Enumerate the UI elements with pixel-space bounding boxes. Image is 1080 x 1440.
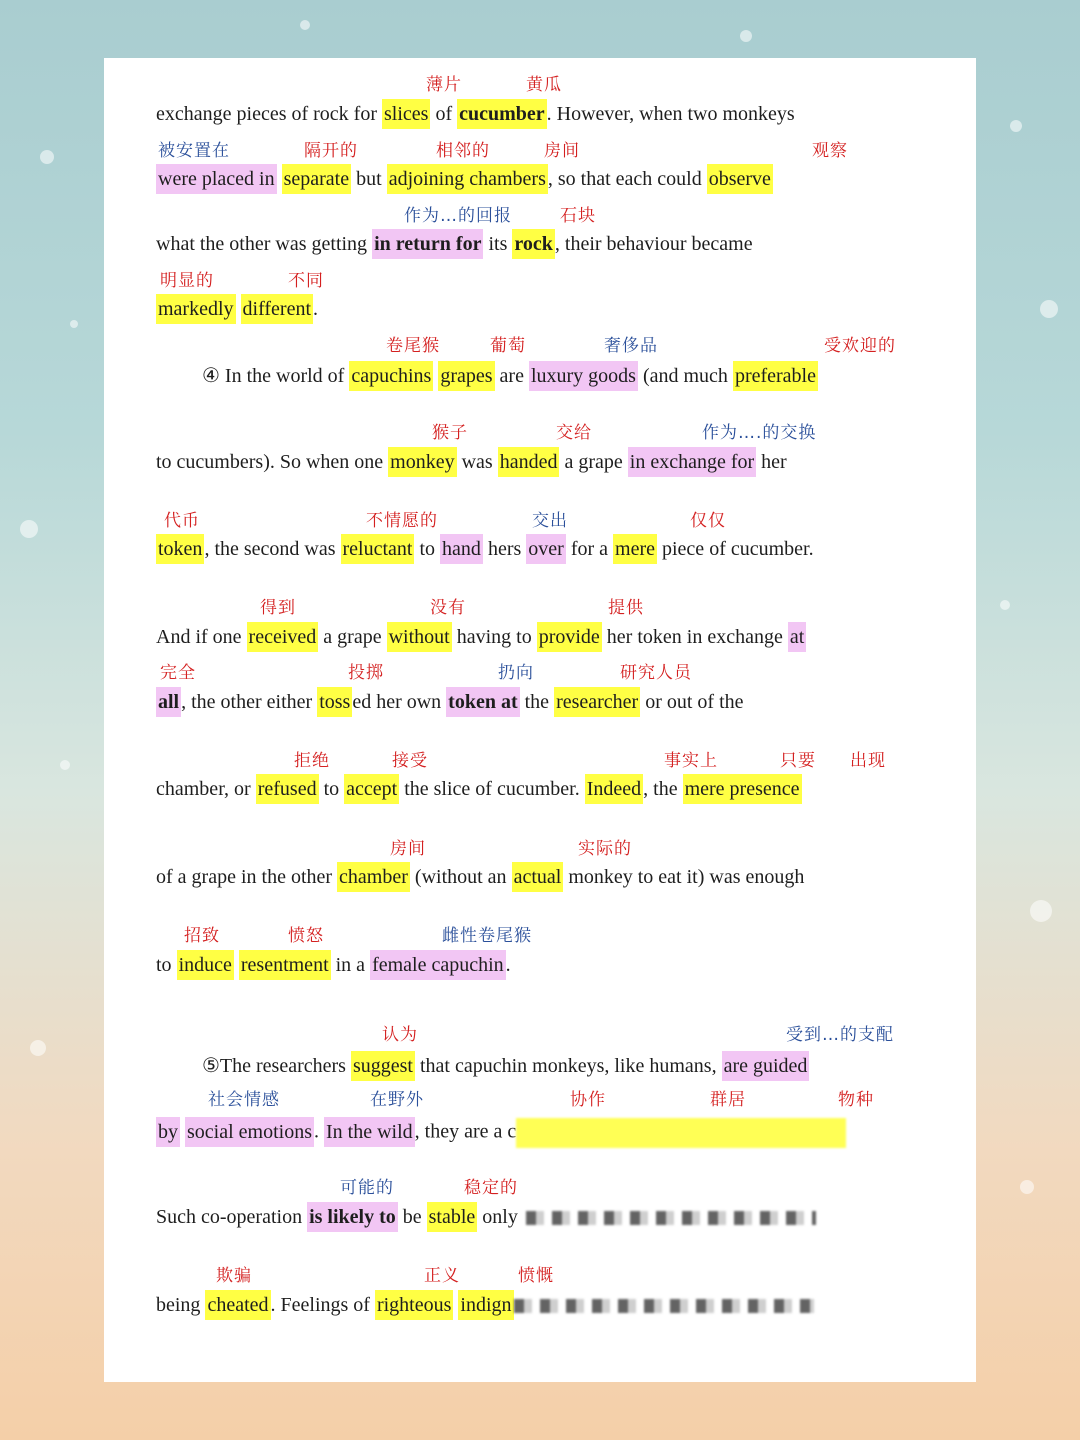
highlight-yellow: indign bbox=[458, 1290, 513, 1320]
text-line: ④ In the world of capuchins grapes are luxury goods (and much preferable bbox=[202, 363, 818, 388]
highlight-pink: hand bbox=[440, 534, 483, 564]
annotation: 薄片 bbox=[426, 75, 462, 95]
annotation: 可能的 bbox=[340, 1178, 394, 1198]
highlight-yellow: markedly bbox=[156, 294, 236, 324]
highlight-yellow: token bbox=[156, 534, 204, 564]
annotation: 提供 bbox=[608, 598, 644, 618]
annotation: 认为 bbox=[382, 1025, 418, 1045]
text-line: ⑤The researchers suggest that capuchin monkeys, like humans, are guided bbox=[202, 1053, 809, 1078]
redacted-text bbox=[516, 1118, 846, 1148]
annotation: 得到 bbox=[260, 598, 296, 618]
highlight-yellow: different bbox=[241, 294, 314, 324]
highlight-pink: female capuchin bbox=[370, 950, 506, 980]
highlight-yellow: capuchins bbox=[349, 361, 433, 391]
annotation: 房间 bbox=[390, 839, 426, 859]
annotation: 群居 bbox=[710, 1090, 746, 1110]
annotation: 实际的 bbox=[578, 839, 632, 859]
highlight-yellow: chamber bbox=[337, 862, 410, 892]
annotation: 作为….的交换 bbox=[702, 423, 817, 443]
annotation: 房间 bbox=[544, 141, 580, 161]
annotation: 不同 bbox=[288, 271, 324, 291]
highlight-pink: in return for bbox=[372, 229, 483, 259]
text-line: all , the other either toss ed her own token at the researcher or out of the bbox=[156, 691, 744, 714]
highlight-yellow: righteous bbox=[375, 1290, 453, 1320]
highlight-yellow: cheated bbox=[205, 1290, 270, 1320]
highlight-pink: social emotions bbox=[185, 1117, 314, 1147]
annotation: 石块 bbox=[560, 206, 596, 226]
annotation: 愤怒 bbox=[288, 926, 324, 946]
annotation: 相邻的 bbox=[436, 141, 490, 161]
highlight-yellow: monkey bbox=[388, 447, 456, 477]
annotation: 猴子 bbox=[432, 423, 468, 443]
text-line: being cheated . Feelings of righteous indign bbox=[156, 1294, 814, 1317]
highlight-yellow: grapes bbox=[438, 361, 494, 391]
text-line: of a grape in the other chamber (without an actual monkey to eat it) was enough bbox=[156, 866, 804, 889]
annotation: 出现 bbox=[850, 751, 886, 771]
highlight-yellow: reluctant bbox=[341, 534, 415, 564]
text-line: to cucumbers). So when one monkey was handed a grape in exchange for her bbox=[156, 451, 787, 474]
annotation: 雌性卷尾猴 bbox=[442, 926, 532, 946]
annotation: 仅仅 bbox=[690, 511, 726, 531]
annotation: 交给 bbox=[556, 423, 592, 443]
highlight-pink: is likely to bbox=[307, 1202, 398, 1232]
annotation: 只要 bbox=[780, 751, 816, 771]
annotation: 扔向 bbox=[498, 663, 534, 683]
annotation: 受到…的支配 bbox=[786, 1025, 894, 1045]
text-line: And if one received a grape without having to provide her token in exchange at bbox=[156, 626, 806, 649]
highlight-pink: all bbox=[156, 687, 181, 717]
highlight-yellow: researcher bbox=[554, 687, 640, 717]
highlight-yellow: refused bbox=[256, 774, 319, 804]
annotation: 奢侈品 bbox=[604, 336, 658, 356]
annotation: 拒绝 bbox=[294, 751, 330, 771]
highlight-yellow: toss bbox=[317, 687, 352, 717]
text-line: exchange pieces of rock for slices of cucumber . However, when two monkeys bbox=[156, 103, 795, 126]
highlight-yellow: separate bbox=[282, 164, 352, 194]
text-line: were placed in separate but adjoining chambers , so that each could observe bbox=[156, 168, 773, 191]
annotation: 事实上 bbox=[664, 751, 718, 771]
highlight-yellow: resentment bbox=[239, 950, 331, 980]
document-page bbox=[104, 58, 976, 1382]
text-line: token , the second was reluctant to hand hers over for a mere piece of cucumber. bbox=[156, 538, 814, 561]
highlight-yellow: provide bbox=[537, 622, 602, 652]
annotation: 欺骗 bbox=[216, 1266, 252, 1286]
highlight-yellow: cucumber bbox=[457, 99, 547, 129]
text-line: what the other was getting in return for its rock , their behaviour became bbox=[156, 233, 753, 256]
annotation: 受欢迎的 bbox=[824, 336, 896, 356]
redacted-text bbox=[526, 1211, 816, 1225]
annotation: 卷尾猴 bbox=[386, 336, 440, 356]
annotation: 完全 bbox=[160, 663, 196, 683]
highlight-pink: at bbox=[788, 622, 806, 652]
annotation: 投掷 bbox=[348, 663, 384, 683]
annotation: 社会情感 bbox=[208, 1090, 280, 1110]
highlight-yellow: mere presence bbox=[683, 774, 802, 804]
highlight-pink: in exchange for bbox=[628, 447, 756, 477]
highlight-pink: In the wild bbox=[324, 1117, 415, 1147]
annotation: 代币 bbox=[164, 511, 200, 531]
highlight-yellow: adjoining chambers bbox=[387, 164, 548, 194]
annotation: 研究人员 bbox=[620, 663, 692, 683]
text-line: by social emotions . In the wild , they are a c bbox=[156, 1118, 846, 1148]
highlight-yellow: without bbox=[387, 622, 452, 652]
highlight-yellow: mere bbox=[613, 534, 657, 564]
highlight-yellow: suggest bbox=[351, 1051, 415, 1081]
annotation: 葡萄 bbox=[490, 336, 526, 356]
highlight-yellow: induce bbox=[177, 950, 234, 980]
highlight-yellow: actual bbox=[512, 862, 564, 892]
annotation: 隔开的 bbox=[304, 141, 358, 161]
annotation: 愤慨 bbox=[518, 1266, 554, 1286]
annotation: 物种 bbox=[838, 1090, 874, 1110]
highlight-yellow: preferable bbox=[733, 361, 818, 391]
annotation: 作为…的回报 bbox=[404, 206, 512, 226]
highlight-yellow: observe bbox=[707, 164, 773, 194]
highlight-pink: luxury goods bbox=[529, 361, 638, 391]
highlight-pink: token at bbox=[446, 687, 519, 717]
annotation: 协作 bbox=[570, 1090, 606, 1110]
text-line: chamber, or refused to accept the slice of cucumber. Indeed , the mere presence bbox=[156, 778, 802, 801]
text-line: to induce resentment in a female capuchin . bbox=[156, 954, 511, 977]
highlight-yellow: rock bbox=[512, 229, 555, 259]
highlight-yellow: slices bbox=[382, 99, 430, 129]
annotation: 明显的 bbox=[160, 271, 214, 291]
highlight-yellow: received bbox=[247, 622, 319, 652]
annotation: 接受 bbox=[392, 751, 428, 771]
highlight-yellow: handed bbox=[498, 447, 560, 477]
highlight-pink: over bbox=[526, 534, 566, 564]
annotation: 稳定的 bbox=[464, 1178, 518, 1198]
highlight-yellow: Indeed bbox=[585, 774, 643, 804]
annotation: 交出 bbox=[532, 511, 568, 531]
annotation: 不情愿的 bbox=[366, 511, 438, 531]
annotation: 观察 bbox=[812, 141, 848, 161]
annotation: 正义 bbox=[424, 1266, 460, 1286]
highlight-yellow: accept bbox=[344, 774, 399, 804]
highlight-pink: were placed in bbox=[156, 164, 277, 194]
text-line: markedly different . bbox=[156, 298, 318, 321]
text-line: Such co-operation is likely to be stable only bbox=[156, 1206, 816, 1229]
annotation: 黄瓜 bbox=[526, 75, 562, 95]
annotation: 在野外 bbox=[370, 1090, 424, 1110]
highlight-pink: are guided bbox=[722, 1051, 810, 1081]
redacted-text bbox=[514, 1299, 814, 1313]
annotation: 被安置在 bbox=[158, 141, 230, 161]
annotation: 招致 bbox=[184, 926, 220, 946]
highlight-pink: by bbox=[156, 1117, 180, 1147]
highlight-yellow: stable bbox=[427, 1202, 478, 1232]
annotation: 没有 bbox=[430, 598, 466, 618]
